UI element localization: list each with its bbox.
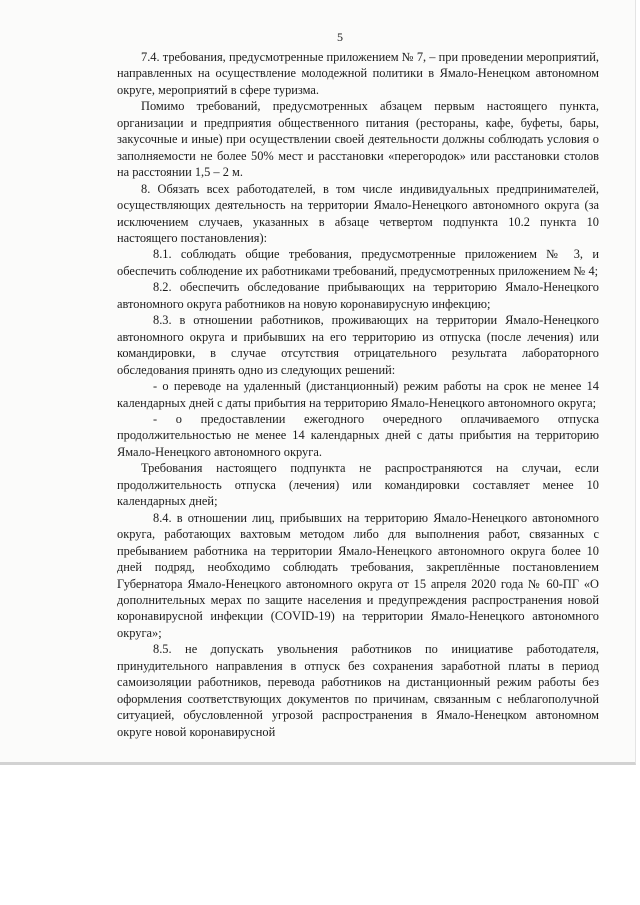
paragraph-8-5: 8.5. не допускать увольнения работников по инициативе работодателя, принудительного направления в отпуск без сохранения заработной платы в период самоизоляции работников, перевода работников на дистанционный режим работы без оформления соответствующих документов по причинам, связанным с неблагополучной ситуацией, обусловленной угрозой распространения в Ямало-Ненецком автономном округе новой коронавирусной — [117, 642, 599, 739]
page-number: 5 — [337, 30, 343, 44]
paragraph-subclause-exception: Требования настоящего подпункта не распространяются на случаи, если продолжительность отпуска (лечения) или командировки составляет менее 10 календарных дней; — [117, 461, 599, 509]
paragraph-catering-requirements: Помимо требований, предусмотренных абзацем первым настоящего пункта, организации и предприятия общественного питания (рестораны, кафе, буфеты, бары, закусочные и иные) при осуществлении своей деятельности должны соблюдать условия о заполняемости не более 50% мест и расстановки «перегородок» или расстановки столов на расстоянии 1,5 – 2 м. — [117, 99, 599, 180]
paragraph-8-2: 8.2. обеспечить обследование прибывающих на территорию Ямало-Ненецкого автономного округа работников на новую коронавирусную инфекцию; — [117, 280, 599, 311]
paragraph-8-1: 8.1. соблюдать общие требования, предусмотренные приложением № 3, и обеспечить соблюдение их работниками требований, предусмотренных приложением № 4; — [117, 247, 599, 278]
paragraph-remote-work-option: - о переводе на удаленный (дистанционный) режим работы на срок не менее 14 календарных дней с даты прибытия на территорию Ямало-Ненецкого автономного округа; — [117, 379, 599, 410]
paragraph-vacation-option: - о предоставлении ежегодного очередного оплачиваемого отпуска продолжительностью не менее 14 календарных дней с даты прибытия на территорию Ямало-Ненецкого автономного округа. — [117, 411, 599, 459]
document-body — [117, 49, 599, 740]
paragraph-8: 8. Обязать всех работодателей, в том числе индивидуальных предпринимателей, осуществляющих деятельность на территории Ямало-Ненецкого автономного округа (за исключением случаев, указанных в абзаце четвертом подпункта 10.2 пункта 10 настоящего постановления): — [117, 181, 599, 245]
paragraph-8-3: 8.3. в отношении работников, проживающих на территории Ямало-Ненецкого автономного округа и прибывших на его территорию из отпуска (после лечения) или командировки, в случае отсутствия отрицательного результата лабораторного обследования принять одно из следующих решений: — [117, 313, 599, 377]
paragraph-8-4: 8.4. в отношении лиц, прибывших на территорию Ямало-Ненецкого автономного округа, работающих вахтовым методом либо для выполнения работ, связанных с пребыванием работника на территории Ямало-Ненецкого автономного округа более 10 дней подряд, необходимо соблюдать требования, закреплённые постановлением Губернатора Ямало-Ненецкого автономного округа от 15 апреля 2020 года № 60-ПГ «О дополнительных мерах по защите населения и предупреждения распространения новой коронавирусной инфекции (COVID-19) на территории Ямало-Ненецкого автономного округа»; — [117, 510, 599, 640]
paragraph-7-4: 7.4. требования, предусмотренные приложением № 7, – при проведении мероприятий, направленных на осуществление молодежной политики в Ямало-Ненецком автономном округе, мероприятий в сфере туризма. — [117, 50, 599, 97]
